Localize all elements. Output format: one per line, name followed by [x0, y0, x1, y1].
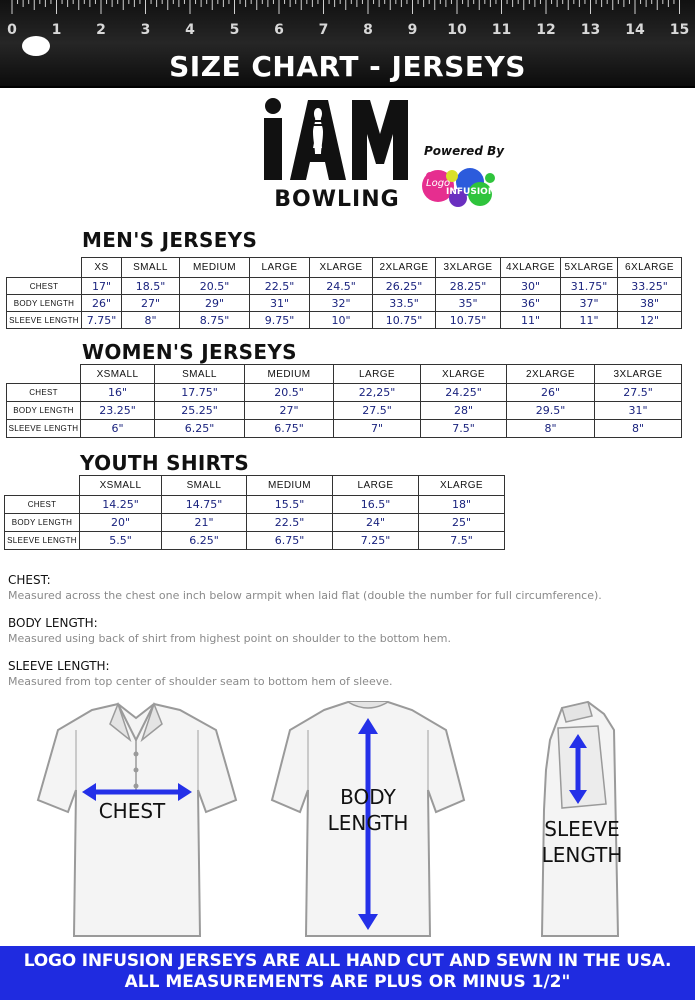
size-header-cell: XLARGE [310, 258, 373, 278]
womens-header-row [7, 365, 682, 384]
measurement-value-cell: 38" [618, 295, 682, 312]
measurement-value-cell: 26" [82, 295, 122, 312]
size-header-cell: 4XLARGE [501, 258, 561, 278]
measurement-value-cell: 20.5" [180, 278, 250, 295]
measurement-value-cell: 24.25" [421, 384, 507, 402]
mens-header-row [7, 258, 682, 278]
measurement-label-cell: BODY LENGTH [5, 514, 80, 532]
iam-bowling-logo [262, 98, 412, 210]
powered-by-label: Powered By [424, 144, 505, 158]
measurement-value-cell: 7" [334, 420, 421, 438]
size-header-cell: SMALL [162, 476, 247, 496]
sleeve-length-definition [8, 659, 693, 688]
measurement-value-cell: 16.5" [333, 496, 419, 514]
measurement-value-cell: 7.5" [421, 420, 507, 438]
youth-section-title: YOUTH SHIRTS [80, 451, 250, 475]
ruler-number: 4 [185, 22, 195, 38]
measurement-value-cell: 11" [501, 312, 561, 329]
ruler-number: 5 [229, 22, 240, 38]
sleeve-label-line-1: SLEEVE [544, 817, 620, 841]
svg-text:INFUSION: INFUSION [446, 187, 496, 197]
measurement-value-cell: 18.5" [122, 278, 180, 295]
measurement-value-cell: 5.5" [80, 532, 162, 550]
measurement-value-cell: 7.75" [82, 312, 122, 329]
footer-banner [0, 946, 695, 1000]
size-header-cell: SMALL [155, 365, 245, 384]
measurement-value-cell: 6.75" [247, 532, 333, 550]
ruler-number: 2 [96, 22, 106, 38]
measurement-value-cell: 8.75" [180, 312, 250, 329]
measurement-value-cell: 6.25" [162, 532, 247, 550]
table-corner-cell [7, 258, 82, 278]
mens-section-title: MEN'S JERSEYS [82, 228, 258, 252]
measurement-value-cell: 24.5" [310, 278, 373, 295]
measurement-value-cell: 23.25" [81, 402, 155, 420]
measurement-value-cell: 27.5" [334, 402, 421, 420]
size-header-cell: XSMALL [80, 476, 162, 496]
table-row [7, 402, 682, 420]
measurement-value-cell: 17" [82, 278, 122, 295]
ruler-number: 15 [669, 22, 690, 38]
powered-by-badge [418, 142, 528, 212]
size-header-cell: LARGE [333, 476, 419, 496]
measurement-value-cell: 6" [81, 420, 155, 438]
table-row [7, 295, 682, 312]
measurement-value-cell: 31" [595, 402, 682, 420]
measurement-value-cell: 25.25" [155, 402, 245, 420]
measurement-value-cell: 28.25" [436, 278, 501, 295]
sleeve-length-illustration-label [526, 816, 638, 868]
youth-header-row [5, 476, 505, 496]
size-header-cell: LARGE [250, 258, 310, 278]
measurement-value-cell: 10.75" [436, 312, 501, 329]
logo-sub-text: BOWLING [274, 187, 400, 210]
measurement-value-cell: 6.25" [155, 420, 245, 438]
table-row [7, 312, 682, 329]
footer-line-2: ALL MEASUREMENTS ARE PLUS OR MINUS 1/2" [124, 972, 571, 992]
measurement-value-cell: 8" [595, 420, 682, 438]
size-header-cell: XSMALL [81, 365, 155, 384]
measurement-value-cell: 22.5" [247, 514, 333, 532]
measurement-label-cell: SLEEVE LENGTH [7, 420, 81, 438]
measurement-value-cell: 33.25" [618, 278, 682, 295]
size-header-cell: 2XLARGE [507, 365, 595, 384]
body-length-definition-text: Measured using back of shirt from highest point on shoulder to the bottom hem. [8, 632, 451, 645]
body-length-illustration-label [308, 784, 428, 836]
ruler-number: 13 [580, 22, 601, 38]
size-header-cell: 3XLARGE [595, 365, 682, 384]
measurement-value-cell: 20" [80, 514, 162, 532]
measurement-value-cell: 27.5" [595, 384, 682, 402]
measurement-value-cell: 21" [162, 514, 247, 532]
measurement-value-cell: 7.5" [419, 532, 505, 550]
measurement-value-cell: 30" [501, 278, 561, 295]
measurement-label-cell: SLEEVE LENGTH [5, 532, 80, 550]
size-header-cell: 6XLARGE [618, 258, 682, 278]
table-row [7, 384, 682, 402]
ruler-number: 10 [447, 22, 467, 38]
ruler-number: 1 [51, 22, 62, 38]
measurement-value-cell: 37" [561, 295, 618, 312]
page-title: SIZE CHART - JERSEYS [169, 50, 526, 83]
measurement-label-cell: CHEST [7, 384, 81, 402]
size-header-cell: MEDIUM [245, 365, 334, 384]
size-header-cell: XLARGE [421, 365, 507, 384]
measurement-value-cell: 32" [310, 295, 373, 312]
measurement-label-cell: BODY LENGTH [7, 402, 81, 420]
ruler-numbers [0, 0, 695, 40]
measurement-value-cell: 33.5" [373, 295, 436, 312]
sleeve-label-line-2: LENGTH [541, 843, 623, 867]
measurement-value-cell: 29.5" [507, 402, 595, 420]
measurement-value-cell: 25" [419, 514, 505, 532]
measurement-value-cell: 28" [421, 402, 507, 420]
table-corner-cell [5, 476, 80, 496]
ruler-header [0, 0, 695, 88]
body-length-definition [8, 616, 693, 645]
measurement-label-cell: CHEST [7, 278, 82, 295]
measurement-value-cell: 18" [419, 496, 505, 514]
body-label-line-2: LENGTH [327, 811, 409, 835]
measurement-value-cell: 17.75" [155, 384, 245, 402]
table-row [5, 514, 505, 532]
measurement-value-cell: 24" [333, 514, 419, 532]
measurement-value-cell: 8" [122, 312, 180, 329]
ruler-number: 0 [7, 22, 17, 38]
ruler-number: 8 [363, 22, 373, 38]
measurement-value-cell: 14.25" [80, 496, 162, 514]
measurement-value-cell: 16" [81, 384, 155, 402]
body-length-definition-label: BODY LENGTH: [8, 616, 98, 630]
measurement-value-cell: 36" [501, 295, 561, 312]
chest-definition-text: Measured across the chest one inch below armpit when laid flat (double the number for full circumference). [8, 589, 602, 602]
measurement-value-cell: 8" [507, 420, 595, 438]
mens-size-table [6, 257, 682, 329]
measurement-value-cell: 7.25" [333, 532, 419, 550]
table-corner-cell [7, 365, 81, 384]
size-header-cell: 3XLARGE [436, 258, 501, 278]
size-header-cell: SMALL [122, 258, 180, 278]
size-header-cell: LARGE [334, 365, 421, 384]
logo-infusion-icon [418, 142, 528, 212]
table-row [5, 496, 505, 514]
ruler-number: 3 [140, 22, 151, 38]
table-row [5, 532, 505, 550]
measurement-value-cell: 10.75" [373, 312, 436, 329]
table-row [7, 278, 682, 295]
measurement-value-cell: 29" [180, 295, 250, 312]
measurement-value-cell: 26.25" [373, 278, 436, 295]
size-header-cell: MEDIUM [247, 476, 333, 496]
measurement-label-cell: BODY LENGTH [7, 295, 82, 312]
chest-illustration-label: CHEST [98, 799, 166, 823]
ruler-number: 14 [625, 22, 645, 38]
measurement-value-cell: 9.75" [250, 312, 310, 329]
measurement-label-cell: SLEEVE LENGTH [7, 312, 82, 329]
table-row [7, 420, 682, 438]
chest-definition-label: CHEST: [8, 573, 51, 587]
footer-line-1: LOGO INFUSION JERSEYS ARE ALL HAND CUT AND SEWN IN THE USA. [23, 951, 672, 971]
measurement-value-cell: 22,25" [334, 384, 421, 402]
ruler-number: 11 [491, 22, 512, 38]
svg-text:Logo: Logo [426, 178, 451, 189]
sleeve-length-definition-text: Measured from top center of shoulder seam to bottom hem of sleeve. [8, 675, 393, 688]
measurement-value-cell: 15.5" [247, 496, 333, 514]
measurement-label-cell: CHEST [5, 496, 80, 514]
measurement-value-cell: 27" [245, 402, 334, 420]
ruler-number: 12 [536, 22, 556, 38]
chest-definition [8, 573, 693, 602]
measurement-value-cell: 6.75" [245, 420, 334, 438]
size-header-cell: XLARGE [419, 476, 505, 496]
womens-size-table [6, 364, 682, 438]
measurement-value-cell: 12" [618, 312, 682, 329]
ruler-number: 6 [274, 22, 284, 38]
measurement-value-cell: 35" [436, 295, 501, 312]
size-header-cell: MEDIUM [180, 258, 250, 278]
ruler-number: 7 [318, 22, 329, 38]
measurement-value-cell: 26" [507, 384, 595, 402]
measurement-value-cell: 31.75" [561, 278, 618, 295]
size-header-cell: 5XLARGE [561, 258, 618, 278]
body-label-line-1: BODY [340, 785, 396, 809]
ruler-number: 9 [407, 22, 418, 38]
measurement-value-cell: 10" [310, 312, 373, 329]
measurement-value-cell: 27" [122, 295, 180, 312]
womens-section-title: WOMEN'S JERSEYS [82, 340, 297, 364]
youth-size-table [4, 475, 505, 550]
size-header-cell: XS [82, 258, 122, 278]
size-header-cell: 2XLARGE [373, 258, 436, 278]
measurement-value-cell: 20.5" [245, 384, 334, 402]
measurement-value-cell: 31" [250, 295, 310, 312]
sleeve-length-definition-label: SLEEVE LENGTH: [8, 659, 110, 673]
measurement-value-cell: 14.75" [162, 496, 247, 514]
measurement-value-cell: 22.5" [250, 278, 310, 295]
measurement-value-cell: 11" [561, 312, 618, 329]
